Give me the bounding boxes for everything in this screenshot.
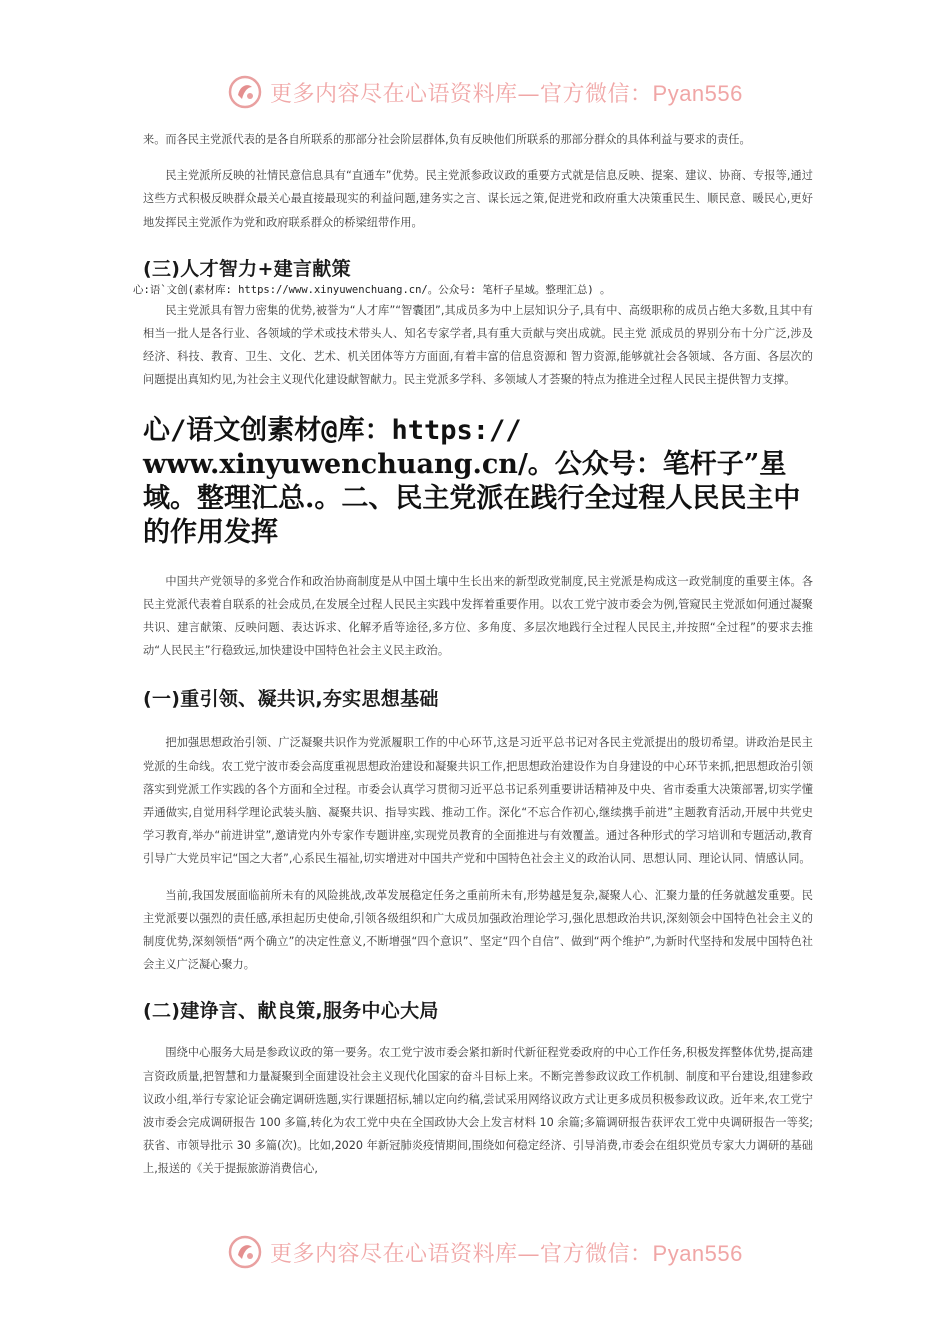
chapter-heading	[143, 414, 813, 550]
brand-logo-icon	[228, 1235, 262, 1269]
banner-account: Pyan556	[652, 1240, 743, 1266]
banner-text: 更多内容尽在心语资料库—官方微信：Pyan556	[270, 1240, 743, 1267]
banner-account: Pyan556	[652, 80, 743, 106]
paragraph: 围绕中心服务大局是参政议政的第一要务。农工党宁波市委会紧扣新时代新征程党委政府的中心工作任务,积极发挥整体优势,提高建言资政质量,把智慧和力量凝聚到全面建设社会主义现代化国家的奋斗目标上来。不断完善参政议政工作机制、制度和平台建设,组建参政议政小组,举行专家论证会确定调研选题,实行课题招标,辅以定向约稿,尝试采用网络议政方式让更多成员积极参政议政。近年来,农工党宁波市委会完成调研报告 100 多篇,转化为农工党中央在全国政协大会上发言材料 10 余篇;多篇调研报告获评农工党中央调研报告一等奖;获省、市领导批示 30 多篇(次)。比如,2020 年新冠肺炎疫情期间,围绕如何稳定经济、引导消费,市委会在组织党员专家大力调研的基础上,报送的《关于提振旅游消费信心,	[143, 1046, 813, 1176]
section-heading: (三)人才智力+建言献策	[143, 257, 351, 280]
chapter-heading-line1: 心/语文创素材@库：https://	[143, 414, 522, 446]
paragraph: 民主党派具有智力密集的优势,被誉为“人才库”“智囊团”,其成员多为中上层知识分子,具有中、高级职称的成员占绝大多数,且其中有相当一批人是各行业、各领域的学术或技术带头人、知名专家学者,具有重大贡献与突出成就。民主党 派成员的界别分布十分广泛,涉及经济、科技、教育、卫生、文化、艺术、机关团体等方方面面,有着丰富的信息资源和 智力资源,能够就社会各领域、各方面、各层次的问题提出真知灼见,为社会主义现代化建设献智献力。民主党派多学科、多领域人才荟聚的特点为推进全过程人民民主提供智力支撑。	[143, 303, 813, 387]
paragraph: 把加强思想政治引领、广泛凝聚共识作为党派履职工作的中心环节,这是习近平总书记对各民主党派提出的殷切希望。讲政治是民主党派的生命线。农工党宁波市委会高度重视思想政治建设和凝聚共识工作,把思想政治建设作为自身建设的中心环节来抓,把思想政治引领落实到党派工作实践的各个方面和全过程。市委会认真学习贯彻习近平总书记系列重要讲话精神及中央、省市委重大决策部署,切实学懂弄通做实,自觉用科学理论武装头脑、凝聚共识、指导实践、推动工作。深化“不忘合作初心,继续携手前进”主题教育活动,开展中共党史学习教育,举办“前进讲堂”,邀请党内外专家作专题讲座,实现党员教育的全面推进与有效覆盖。通过各种形式的学习培训和专题活动,教育引导广大党员牢记“国之大者”,心系民生福祉,切实增进对中国共产党和中国特色社会主义的政治认同、思想认同、理论认同、情感认同。	[143, 736, 813, 866]
paragraph: 中国共产党领导的多党合作和政治协商制度是从中国土壤中生长出来的新型政党制度,民主党派是构成这一政党制度的重要主体。各民主党派代表着自联系的社会成员,在发展全过程人民民主实践中发挥着重要作用。以农工党宁波市委会为例,管窥民主党派如何通过凝聚共识、建言献策、反映问题、表达诉求、化解矛盾等途径,多方位、多角度、多层次地践行全过程人民民主,并按照“全过程”的要求去推动“人民民主”行稳致远,加快建设中国特色社会主义民主政治。	[143, 574, 813, 658]
header-watermark-banner	[228, 72, 748, 112]
footer-watermark-banner	[228, 1232, 748, 1272]
document-body	[133, 128, 813, 1181]
paragraph: 民主党派所反映的社情民意信息具有“直通车”优势。民主党派参政议政的重要方式就是信息反映、提案、建议、协商、专报等,通过这些方式积极反映群众最关心最直接最现实的利益问题,建务实之言、谋长远之策,促进党和政府重大决策重民生、顺民意、暖民心,更好地发挥民主党派作为党和政府联系群众的桥梁纽带作用。	[143, 169, 813, 229]
paragraph: 来。而各民主党派代表的是各自所联系的那部分社会阶层群体,负有反映他们所联系的那部分群众的具体利益与要求的责任。	[143, 133, 751, 146]
paragraph: 当前,我国发展面临前所未有的风险挑战,改革发展稳定任务之重前所未有,形势越是复杂,凝聚人心、汇聚力量的任务就越发重要。民主党派要以强烈的责任感,承担起历史使命,引领各级组织和广大成员加强政治理论学习,强化思想政治共识,深刻领会中国特色社会主义的制度优势,深刻领悟“两个确立”的决定性意义,不断增强“四个意识”、坚定“四个自信”、做到“两个维护”,为新时代坚持和发展中国特色社会主义广泛凝心聚力。	[143, 888, 813, 972]
chapter-heading-line2: www.xinyuwenchuang.cn/。公众号：笔杆子”星域。整理汇总.。二、民主党派在践行全过程人民民主中的作用发挥	[143, 448, 801, 548]
subsection-heading: (二)建诤言、献良策,服务中心大局	[143, 1000, 439, 1023]
source-note: 心:语`文创(素材库: https://www.xinyuwenchuang.cn/。公众号: 笔杆子星域。整理汇总) 。	[133, 283, 611, 296]
brand-logo-icon	[228, 75, 262, 109]
subsection-heading: (一)重引领、凝共识,夯实思想基础	[143, 688, 439, 711]
banner-text: 更多内容尽在心语资料库—官方微信：Pyan556	[270, 80, 743, 107]
